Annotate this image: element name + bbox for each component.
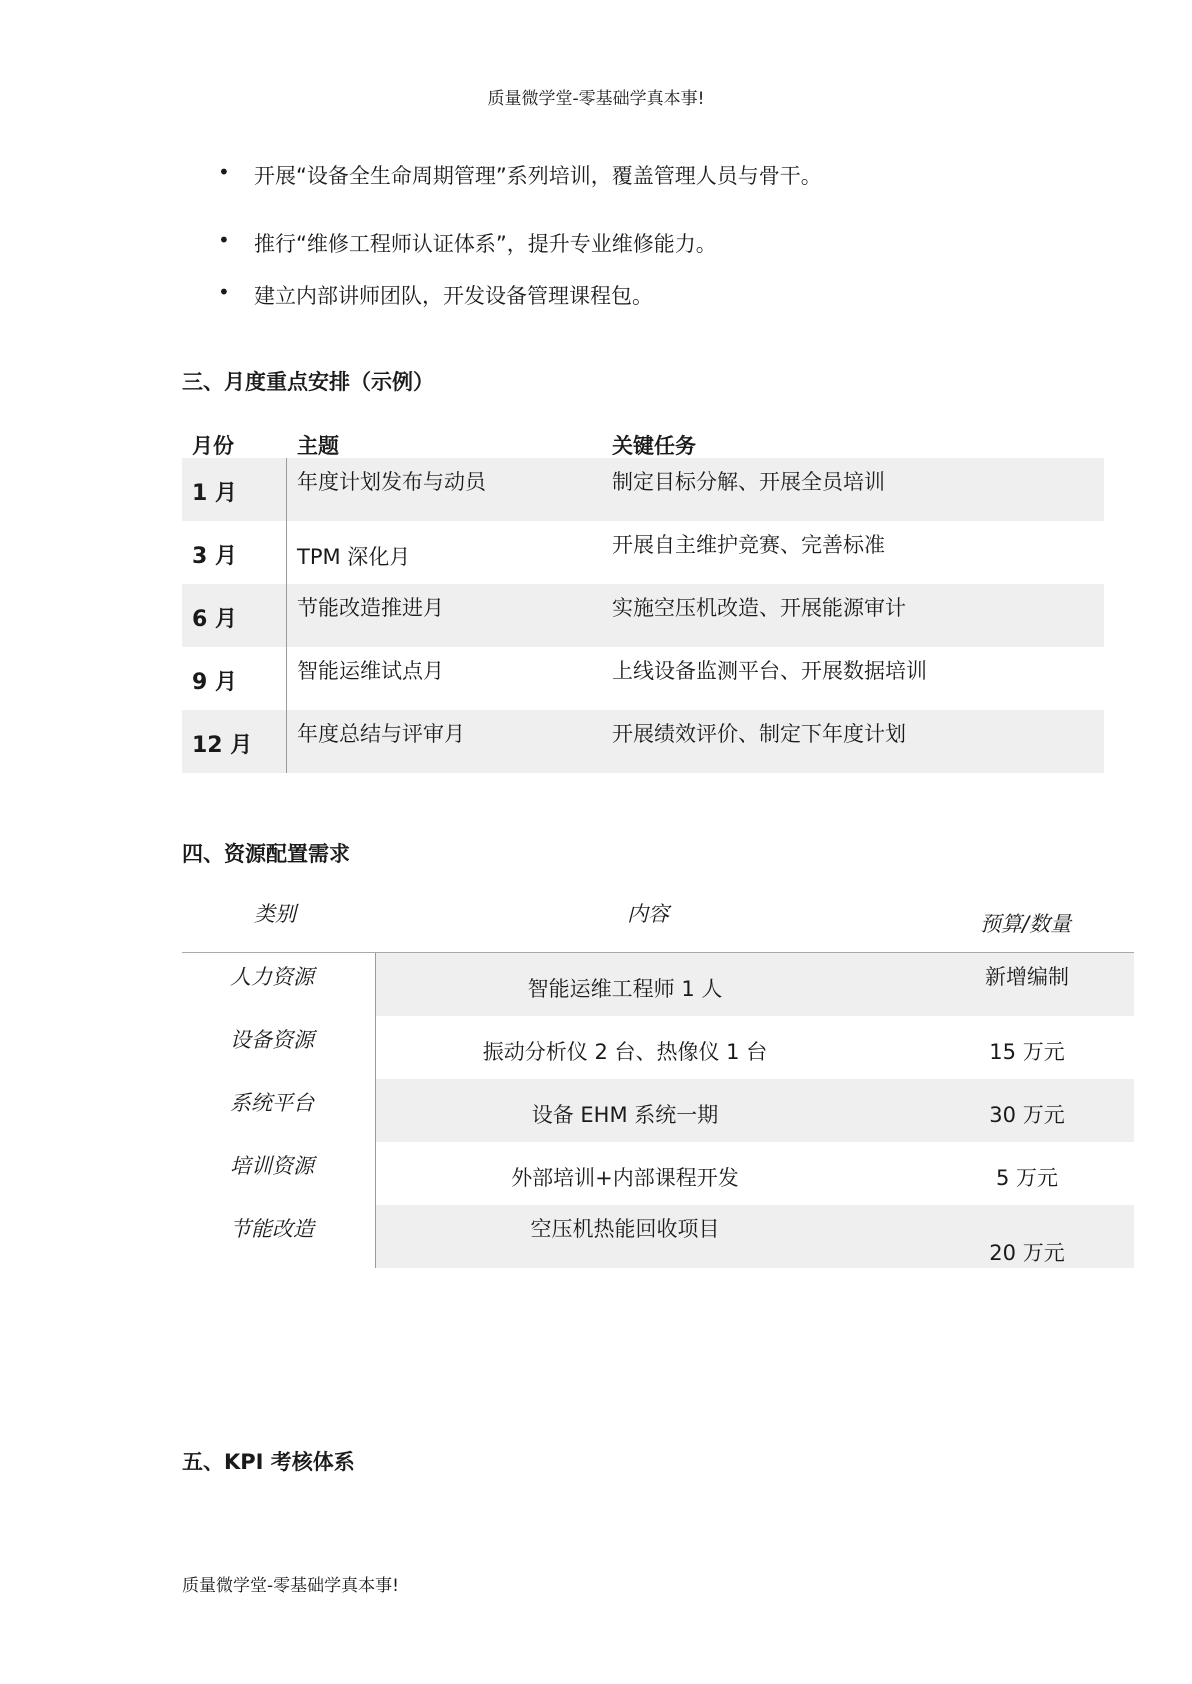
page-header: 质量微学堂-零基础学真本事! <box>487 89 705 109</box>
page-footer: 质量微学堂-零基础学真本事! <box>182 1576 399 1596</box>
table-row <box>182 458 1104 521</box>
bullet-item: • 开展“设备全生命周期管理”系列培训，覆盖管理人员与骨干。 <box>218 160 822 190</box>
table-row <box>182 953 1134 1016</box>
month-cell: 9 月 <box>192 670 237 695</box>
content-cell: 智能运维工程师 1 人 <box>527 977 723 1001</box>
resource-table <box>182 953 1134 1268</box>
budget-cell: 5 万元 <box>995 1166 1059 1190</box>
category-cell: 人力资源 <box>230 965 314 989</box>
header-month: 月份 <box>192 434 234 458</box>
theme-cell: 智能运维试点月 <box>297 659 444 683</box>
table-row <box>182 584 1104 647</box>
category-cell: 培训资源 <box>230 1154 314 1178</box>
table-row <box>182 1142 1134 1205</box>
table-row <box>182 521 1104 584</box>
theme-cell: 节能改造推进月 <box>297 596 444 620</box>
content-cell: 空压机热能回收项目 <box>530 1217 720 1241</box>
budget-cell: 20 万元 <box>989 1241 1065 1265</box>
theme-cell: TPM 深化月 <box>297 545 411 569</box>
theme-cell: 年度计划发布与动员 <box>297 470 486 494</box>
category-cell: 系统平台 <box>230 1091 314 1115</box>
budget-cell: 30 万元 <box>989 1103 1065 1127</box>
month-cell: 12 月 <box>192 733 253 758</box>
header-theme: 主题 <box>297 434 339 458</box>
theme-cell: 年度总结与评审月 <box>297 722 465 746</box>
content-cell: 振动分析仪 2 台、热像仪 1 台 <box>482 1040 768 1064</box>
task-cell: 上线设备监测平台、开展数据培训 <box>612 659 927 683</box>
header-budget: 预算/数量 <box>980 912 1072 936</box>
table-row <box>182 647 1104 710</box>
category-cell: 节能改造 <box>230 1217 314 1241</box>
task-cell: 制定目标分解、开展全员培训 <box>612 470 885 494</box>
budget-cell: 新增编制 <box>985 965 1069 989</box>
task-cell: 开展绩效评价、制定下年度计划 <box>612 722 906 746</box>
table-row <box>182 1016 1134 1079</box>
section-3-heading: 三、月度重点安排（示例） <box>182 370 434 394</box>
category-cell: 设备资源 <box>230 1028 314 1052</box>
header-task: 关键任务 <box>612 434 696 458</box>
section-5-heading: 五、KPI 考核体系 <box>182 1450 355 1474</box>
month-cell: 1 月 <box>192 481 237 506</box>
content-cell: 外部培训+内部课程开发 <box>511 1166 739 1190</box>
table-row <box>182 1079 1134 1142</box>
budget-cell: 15 万元 <box>989 1040 1065 1064</box>
table-row <box>182 1205 1134 1268</box>
table-row <box>182 710 1104 773</box>
bullet-item: • 推行“维修工程师认证体系”，提升专业维修能力。 <box>218 228 822 258</box>
task-cell: 实施空压机改造、开展能源审计 <box>612 596 906 620</box>
bullet-item: • 建立内部讲师团队，开发设备管理课程包。 <box>218 280 822 310</box>
month-cell: 3 月 <box>192 544 237 569</box>
table-divider <box>286 458 287 773</box>
monthly-table-header <box>182 430 1104 459</box>
month-cell: 6 月 <box>192 607 237 632</box>
resource-table-header <box>182 890 1134 953</box>
header-category: 类别 <box>254 902 296 926</box>
table-divider <box>375 953 376 1268</box>
section-4-heading: 四、资源配置需求 <box>182 842 350 866</box>
monthly-table <box>182 458 1104 773</box>
content-cell: 设备 EHM 系统一期 <box>531 1103 719 1127</box>
training-bullet-list <box>218 160 822 310</box>
header-content: 内容 <box>627 902 669 926</box>
task-cell: 开展自主维护竞赛、完善标准 <box>612 533 885 557</box>
